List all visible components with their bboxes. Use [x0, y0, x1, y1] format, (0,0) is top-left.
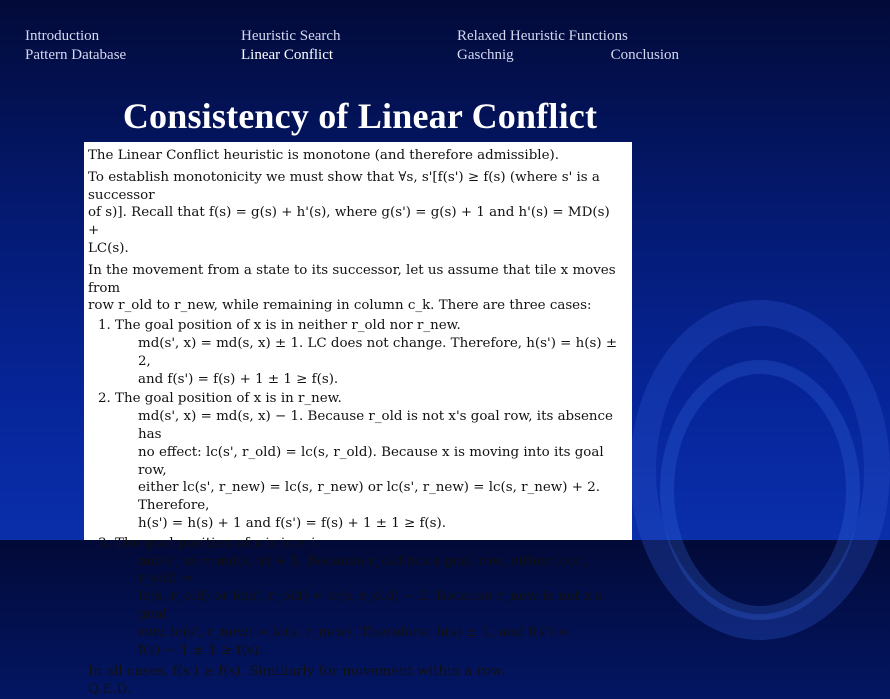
case-3-line-2: lc(s, r_old) or lc(s', r_old) = lc(s, r_old) − 2. Because r_new is not x's goal	[138, 589, 603, 622]
proof-panel	[84, 142, 632, 698]
case-1-line-2: and f(s') = f(s) + 1 ± 1 ≥ f(s).	[138, 371, 339, 387]
movement-line-2: row r_old to r_new, while remaining in column c_k. There are three cases:	[88, 298, 592, 314]
nav-link-conclusion[interactable]: Conclusion	[610, 47, 679, 63]
case-2-line-3: either lc(s', r_new) = lc(s, r_new) or lc(s', r_new) = lc(s, r_new) + 2. Therefore,	[138, 480, 600, 514]
nav-row-3b	[457, 46, 679, 65]
nav-column-1	[25, 27, 126, 65]
case-2-line-4: h(s') = h(s) + 1 and f(s') = f(s) + 1 ± 1 ≥ f(s).	[138, 515, 446, 531]
nav-link-linear-conflict[interactable]: Linear Conflict	[241, 47, 334, 63]
conclusion-text: In all cases, f(s') ≥ f(s). Similiarly for movement within a row.	[88, 664, 506, 680]
monotonicity-line-3: LC(s).	[88, 240, 129, 256]
nav-link-gaschnig[interactable]: Gaschnig	[457, 47, 514, 63]
case-1-heading: 1. The goal position of x is in neither r_old nor r_new.	[98, 318, 461, 334]
intro-text: The Linear Conflict heuristic is monotone (and therefore admissible).	[88, 148, 559, 163]
case-2-line-1: md(s', x) = md(s, x) − 1. Because r_old is not x's goal row, its absence has	[138, 409, 613, 442]
nav-column-3	[457, 27, 679, 65]
nav-link-introduction[interactable]: Introduction	[25, 28, 100, 44]
case-2-line-2: no effect: lc(s', r_old) = lc(s, r_old). Because x is moving into its goal row,	[138, 444, 604, 478]
monotonicity-line-2: of s)]. Recall that f(s) = g(s) + h'(s), where g(s') = g(s) + 1 and h'(s) = MD(s) +	[88, 205, 610, 239]
case-1-line-1: md(s', x) = md(s, x) ± 1. LC does not change. Therefore, h(s') = h(s) ± 2,	[138, 335, 618, 369]
background-decoration-inner	[660, 360, 860, 620]
monotonicity-line-1: To establish monotonicity we must show that ∀s, s'[f(s') ≥ f(s) (where s' is a successor	[88, 169, 600, 203]
case-3-line-3: row, lc(s', r_new) = lc(s, r_new). Therefore, h(s) ± 1, and f(s') =	[138, 624, 570, 640]
nav-link-heuristic-search[interactable]: Heuristic Search	[241, 28, 341, 44]
case-3	[88, 535, 624, 660]
qed-text: Q.E.D.	[88, 682, 132, 698]
case-1	[88, 317, 624, 388]
case-3-line-1: md(s', x) = md(s, x) + 1. Because r_old is x's goal row, either lc(s', r_old) =	[138, 553, 588, 587]
nav-column-2	[241, 27, 341, 65]
nav-link-relaxed-heuristic-functions[interactable]: Relaxed Heuristic Functions	[457, 28, 628, 44]
movement-line-1: In the movement from a state to its successor, let us assume that tile x moves from	[88, 262, 616, 296]
case-2-heading: 2. The goal position of x is in r_new.	[98, 391, 342, 407]
case-3-line-4: f(s) − 1 ± 1 ≥ f(s).	[138, 642, 264, 658]
case-3-heading: 3. The goal position of x is in r_i.	[98, 535, 320, 551]
nav-link-pattern-database[interactable]: Pattern Database	[25, 47, 127, 63]
slide-title: Consistency of Linear Conflict	[122, 96, 598, 136]
case-2	[88, 390, 624, 532]
